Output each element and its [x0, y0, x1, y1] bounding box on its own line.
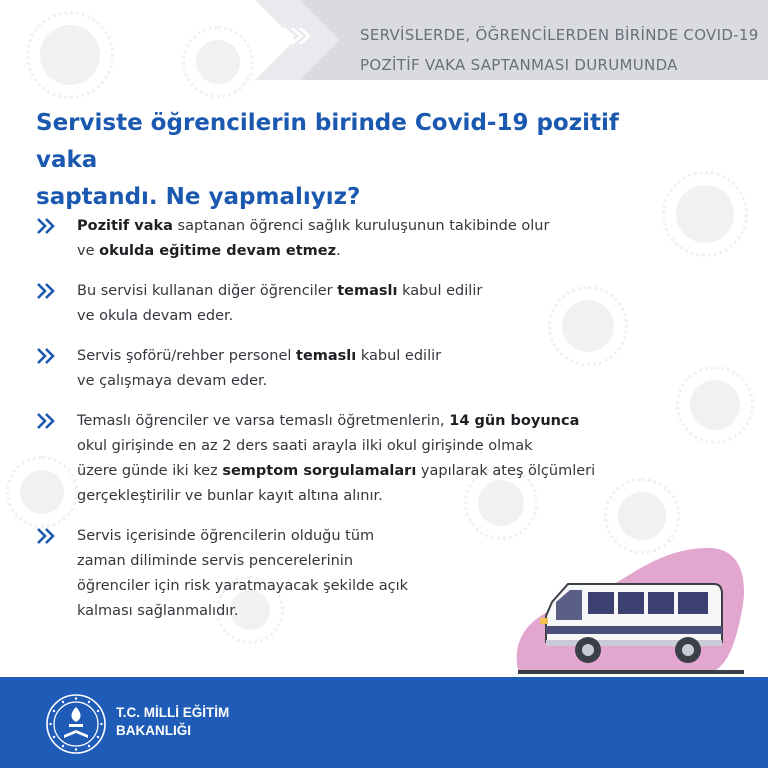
list-item-text — [77, 279, 696, 329]
emphasis-text: semptom sorgulamaları — [222, 463, 417, 479]
text-run: yapılarak ateş ölçümleri — [416, 463, 596, 479]
ministry-name — [116, 704, 229, 740]
page-heading-line1: Serviste öğrencilerin birinde Covid-19 pozitif vaka — [36, 110, 619, 173]
double-chevron-icon — [36, 217, 58, 235]
text-run: ve okula devam eder. — [77, 308, 234, 324]
list-item-line — [77, 214, 696, 239]
list-item-line — [77, 344, 696, 369]
list-item-text — [77, 409, 696, 509]
text-run: Bu servisi kullanan diğer öğrenciler — [77, 283, 338, 299]
text-run: kalması sağlanmalıdır. — [77, 603, 239, 619]
page-heading — [36, 105, 676, 216]
double-chevron-icon — [36, 527, 58, 545]
header-banner — [0, 0, 768, 88]
page-heading-line2: saptandı. Ne yapmalıyız? — [36, 184, 361, 210]
footer-bar — [0, 677, 768, 768]
list-item-line — [77, 279, 696, 304]
bus-illustration — [510, 540, 750, 680]
list-item-line — [77, 409, 696, 434]
emphasis-text: 14 gün boyunca — [449, 413, 580, 429]
list-item-line — [77, 369, 696, 394]
emphasis-text: Pozitif vaka — [77, 218, 173, 234]
list-item — [36, 409, 696, 509]
double-chevron-icon — [36, 412, 58, 430]
emphasis-text: temaslı — [337, 283, 398, 299]
text-run: Temaslı öğrenciler ve varsa temaslı öğretmenlerin, — [77, 413, 450, 429]
text-run: üzere günde iki kez — [77, 463, 223, 479]
text-run: . — [336, 243, 341, 259]
list-item-line — [77, 434, 696, 459]
list-item-text — [77, 344, 696, 394]
ministry-name-line2: BAKANLIĞI — [116, 723, 191, 738]
list-item-line — [77, 459, 696, 484]
header-title-line1: SERVİSLERDE, ÖĞRENCİLERDEN BİRİNDE COVID-19 — [360, 26, 759, 44]
virus-decoration-icon — [690, 380, 740, 430]
text-run: saptanan öğrenci sağlık kuruluşunun takibinde olur — [172, 218, 550, 234]
text-run: ve çalışmaya devam eder. — [77, 373, 268, 389]
emphasis-text: temaslı — [296, 348, 357, 364]
text-run: Servis şoförü/rehber personel — [77, 348, 297, 364]
text-run: kabul edilir — [356, 348, 442, 364]
list-item-text — [77, 214, 696, 264]
list-item-line — [77, 239, 696, 264]
header-title-line2: POZİTİF VAKA SAPTANMASI DURUMUNDA — [360, 56, 678, 74]
text-run: okul girişinde en az 2 ders saati arayla ilki okul girişinde olmak — [77, 438, 533, 454]
double-chevron-icon — [36, 347, 58, 365]
list-item — [36, 344, 696, 394]
text-run: ve — [77, 243, 100, 259]
ministry-emblem-icon — [45, 693, 107, 755]
text-run: gerçekleştirilir ve bunlar kayıt altına alınır. — [77, 488, 383, 504]
text-run: zaman diliminde servis pencerelerinin — [77, 553, 354, 569]
double-chevron-icon — [36, 282, 58, 300]
list-item — [36, 214, 696, 264]
emphasis-text: okulda eğitime devam etmez — [99, 243, 337, 259]
header-title — [360, 20, 760, 80]
ground-line — [518, 670, 744, 674]
list-item-line — [77, 304, 696, 329]
list-item — [36, 279, 696, 329]
ministry-name-line1: T.C. MİLLİ EĞİTİM — [116, 705, 230, 720]
text-run: öğrenciler için risk yaratmayacak şekilde açık — [77, 578, 409, 594]
text-run: Servis içerisinde öğrencilerin olduğu tüm — [77, 528, 375, 544]
list-item-line — [77, 484, 696, 509]
text-run: kabul edilir — [397, 283, 483, 299]
